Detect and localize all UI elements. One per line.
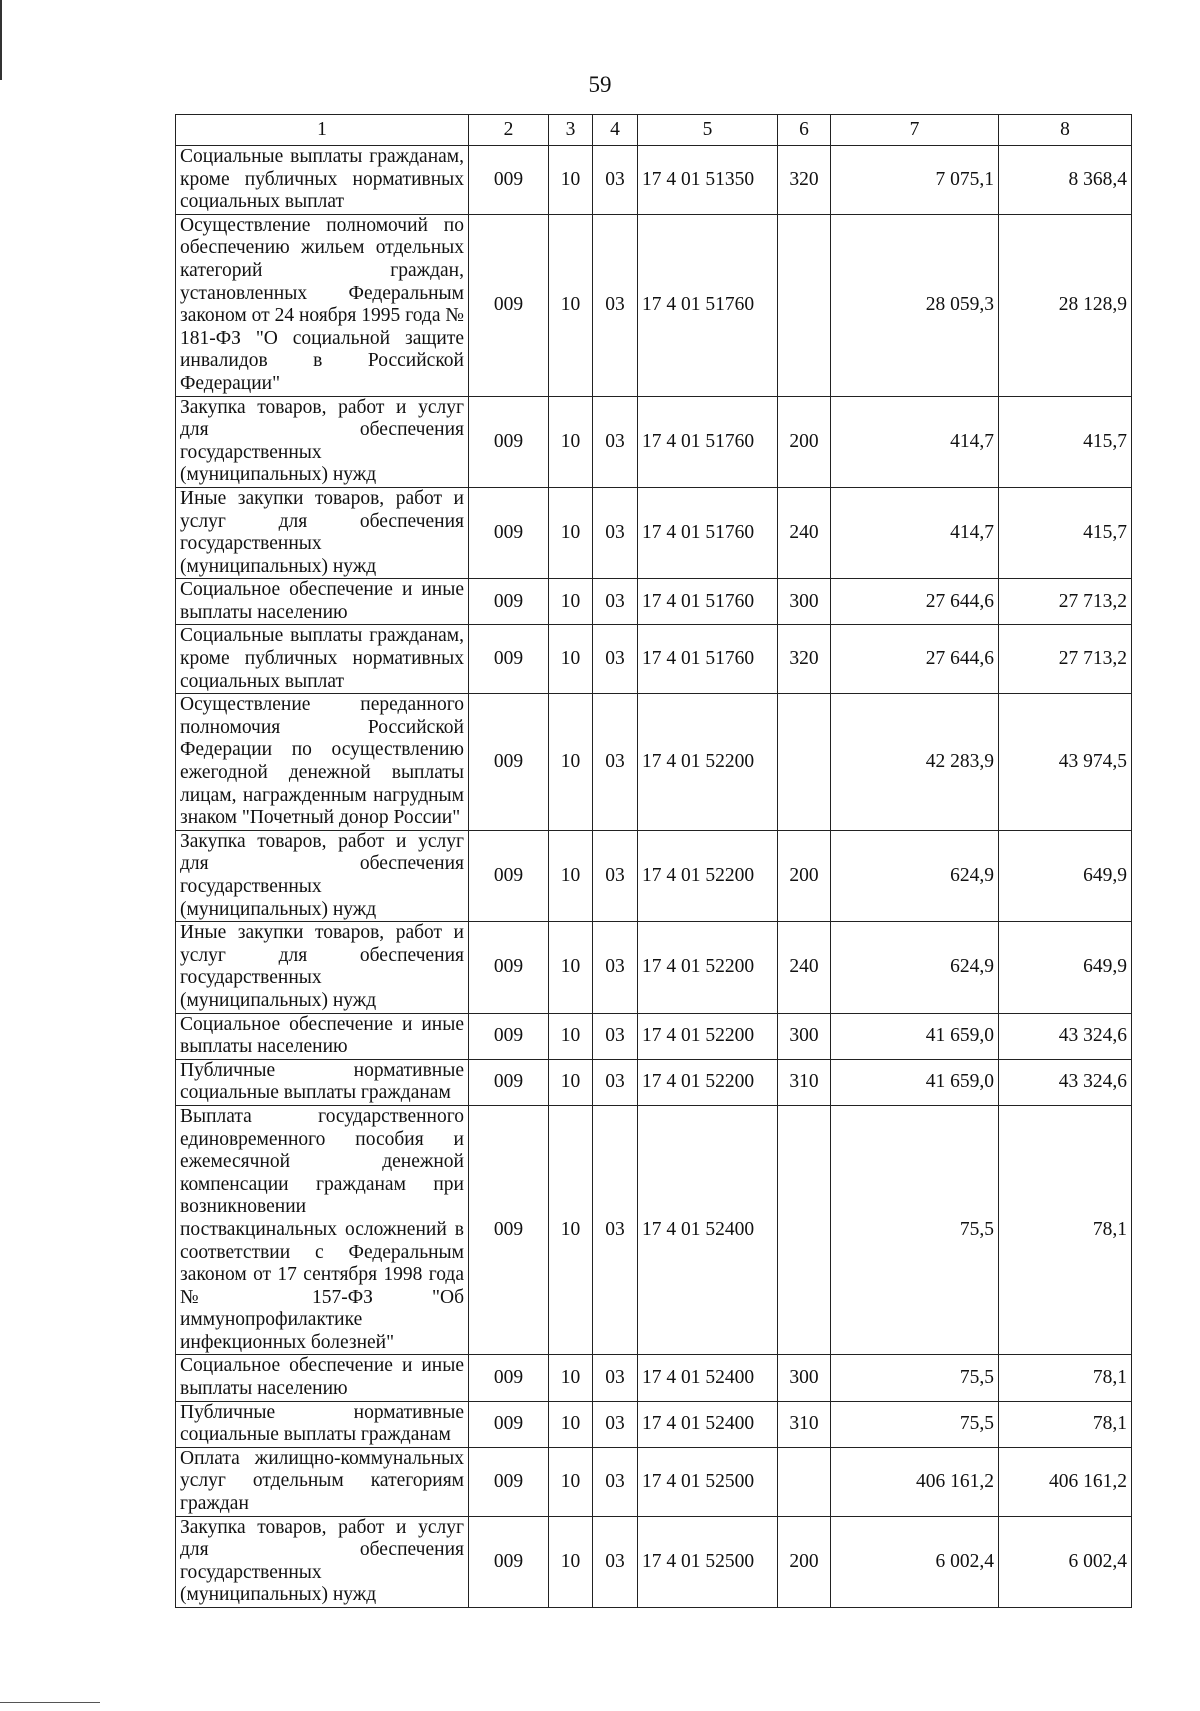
amount-year1-cell: 41 659,0 (831, 1059, 999, 1105)
table-row (176, 830, 1132, 921)
table-row (176, 1516, 1132, 1607)
target-article-cell: 17 4 01 51760 (638, 579, 778, 625)
amount-year2-cell: 649,9 (999, 922, 1132, 1013)
ministry-code-cell: 009 (469, 1059, 549, 1105)
subsection-code-cell: 03 (593, 694, 638, 831)
amount-year1-cell: 6 002,4 (831, 1516, 999, 1607)
expense-type-cell: 300 (778, 579, 831, 625)
target-article-cell: 17 4 01 52200 (638, 922, 778, 1013)
page-number: 59 (588, 72, 612, 97)
amount-year2-cell: 78,1 (999, 1355, 1132, 1401)
amount-year1-cell: 27 644,6 (831, 579, 999, 625)
target-article-cell: 17 4 01 52500 (638, 1447, 778, 1516)
column-header: 5 (638, 115, 778, 146)
target-article-cell: 17 4 01 52200 (638, 830, 778, 921)
subsection-code-cell: 03 (593, 487, 638, 578)
expense-type-cell: 200 (778, 396, 831, 487)
section-code-cell: 10 (549, 1059, 593, 1105)
amount-year2-cell: 415,7 (999, 396, 1132, 487)
section-code-cell: 10 (549, 579, 593, 625)
column-header: 1 (176, 115, 469, 146)
subsection-code-cell: 03 (593, 922, 638, 1013)
column-header: 8 (999, 115, 1132, 146)
row-name-cell: Социальное обеспечение и иные выплаты населению (176, 1013, 469, 1059)
target-article-cell: 17 4 01 52500 (638, 1516, 778, 1607)
budget-table (175, 114, 1132, 1608)
expense-type-cell (778, 1447, 831, 1516)
ministry-code-cell: 009 (469, 1355, 549, 1401)
column-header: 6 (778, 115, 831, 146)
amount-year2-cell: 28 128,9 (999, 214, 1132, 396)
amount-year2-cell: 406 161,2 (999, 1447, 1132, 1516)
expense-type-cell (778, 694, 831, 831)
target-article-cell: 17 4 01 51760 (638, 396, 778, 487)
row-name-cell: Оплата жилищно-коммунальных услуг отдельным категориям граждан (176, 1447, 469, 1516)
row-name-cell: Социальное обеспечение и иные выплаты населению (176, 1355, 469, 1401)
row-name-cell: Социальные выплаты гражданам, кроме публичных нормативных социальных выплат (176, 625, 469, 694)
target-article-cell: 17 4 01 52400 (638, 1105, 778, 1355)
expense-type-cell: 320 (778, 625, 831, 694)
expense-type-cell: 200 (778, 1516, 831, 1607)
amount-year1-cell: 75,5 (831, 1355, 999, 1401)
ministry-code-cell: 009 (469, 396, 549, 487)
column-header: 4 (593, 115, 638, 146)
amount-year1-cell: 624,9 (831, 830, 999, 921)
section-code-cell: 10 (549, 487, 593, 578)
ministry-code-cell: 009 (469, 579, 549, 625)
amount-year2-cell: 6 002,4 (999, 1516, 1132, 1607)
section-code-cell: 10 (549, 396, 593, 487)
row-name-cell: Публичные нормативные социальные выплаты гражданам (176, 1401, 469, 1447)
section-code-cell: 10 (549, 694, 593, 831)
subsection-code-cell: 03 (593, 214, 638, 396)
row-name-cell: Социальные выплаты гражданам, кроме публичных нормативных социальных выплат (176, 146, 469, 215)
header-row (176, 115, 1132, 146)
section-code-cell: 10 (549, 1013, 593, 1059)
target-article-cell: 17 4 01 52400 (638, 1355, 778, 1401)
table-row (176, 694, 1132, 831)
ministry-code-cell: 009 (469, 625, 549, 694)
expense-type-cell: 200 (778, 830, 831, 921)
subsection-code-cell: 03 (593, 1401, 638, 1447)
subsection-code-cell: 03 (593, 830, 638, 921)
subsection-code-cell: 03 (593, 1355, 638, 1401)
section-code-cell: 10 (549, 1516, 593, 1607)
subsection-code-cell: 03 (593, 1059, 638, 1105)
expense-type-cell: 300 (778, 1355, 831, 1401)
amount-year2-cell: 78,1 (999, 1401, 1132, 1447)
expense-type-cell: 300 (778, 1013, 831, 1059)
section-code-cell: 10 (549, 625, 593, 694)
subsection-code-cell: 03 (593, 579, 638, 625)
subsection-code-cell: 03 (593, 1013, 638, 1059)
ministry-code-cell: 009 (469, 830, 549, 921)
table-row (176, 1447, 1132, 1516)
row-name-cell: Иные закупки товаров, работ и услуг для обеспечения государственных (муниципальных) нужд (176, 922, 469, 1013)
ministry-code-cell: 009 (469, 1401, 549, 1447)
subsection-code-cell: 03 (593, 1516, 638, 1607)
ministry-code-cell: 009 (469, 1105, 549, 1355)
ministry-code-cell: 009 (469, 146, 549, 215)
column-header: 7 (831, 115, 999, 146)
table-row (176, 1401, 1132, 1447)
section-code-cell: 10 (549, 1105, 593, 1355)
column-header: 3 (549, 115, 593, 146)
expense-type-cell: 320 (778, 146, 831, 215)
ministry-code-cell: 009 (469, 1013, 549, 1059)
table-row (176, 146, 1132, 215)
amount-year1-cell: 624,9 (831, 922, 999, 1013)
expense-type-cell (778, 214, 831, 396)
ministry-code-cell: 009 (469, 487, 549, 578)
target-article-cell: 17 4 01 51760 (638, 214, 778, 396)
subsection-code-cell: 03 (593, 1447, 638, 1516)
table-row (176, 214, 1132, 396)
amount-year2-cell: 43 324,6 (999, 1013, 1132, 1059)
table-row (176, 396, 1132, 487)
subsection-code-cell: 03 (593, 146, 638, 215)
ministry-code-cell: 009 (469, 694, 549, 831)
amount-year1-cell: 414,7 (831, 487, 999, 578)
amount-year1-cell: 41 659,0 (831, 1013, 999, 1059)
row-name-cell: Иные закупки товаров, работ и услуг для обеспечения государственных (муниципальных) нужд (176, 487, 469, 578)
target-article-cell: 17 4 01 51350 (638, 146, 778, 215)
table-row (176, 1355, 1132, 1401)
row-name-cell: Закупка товаров, работ и услуг для обеспечения государственных (муниципальных) нужд (176, 1516, 469, 1607)
table-body (176, 146, 1132, 1608)
scan-edge-mark (0, 0, 2, 80)
expense-type-cell: 240 (778, 922, 831, 1013)
target-article-cell: 17 4 01 51760 (638, 487, 778, 578)
expense-type-cell (778, 1105, 831, 1355)
subsection-code-cell: 03 (593, 625, 638, 694)
target-article-cell: 17 4 01 52200 (638, 1013, 778, 1059)
table-row (176, 1013, 1132, 1059)
section-code-cell: 10 (549, 922, 593, 1013)
expense-type-cell: 310 (778, 1059, 831, 1105)
section-code-cell: 10 (549, 830, 593, 921)
subsection-code-cell: 03 (593, 396, 638, 487)
scan-edge-mark-bottom (0, 1702, 100, 1703)
column-header: 2 (469, 115, 549, 146)
ministry-code-cell: 009 (469, 922, 549, 1013)
row-name-cell: Закупка товаров, работ и услуг для обеспечения государственных (муниципальных) нужд (176, 830, 469, 921)
subsection-code-cell: 03 (593, 1105, 638, 1355)
row-name-cell: Осуществление полномочий по обеспечению жильем отдельных категорий граждан, установленных Федеральным законом от 24 ноября 1995 года № 181-ФЗ "О социальной защите инвалидов в Российской Федерации" (176, 214, 469, 396)
target-article-cell: 17 4 01 52200 (638, 694, 778, 831)
amount-year2-cell: 78,1 (999, 1105, 1132, 1355)
row-name-cell: Осуществление переданного полномочия Российской Федерации по осуществлению ежегодной денежной выплаты лицам, награжденным нагрудным знаком "Почетный донор России" (176, 694, 469, 831)
section-code-cell: 10 (549, 214, 593, 396)
amount-year1-cell: 75,5 (831, 1401, 999, 1447)
amount-year2-cell: 27 713,2 (999, 625, 1132, 694)
amount-year1-cell: 7 075,1 (831, 146, 999, 215)
ministry-code-cell: 009 (469, 1516, 549, 1607)
amount-year2-cell: 415,7 (999, 487, 1132, 578)
expense-type-cell: 240 (778, 487, 831, 578)
table-row (176, 487, 1132, 578)
ministry-code-cell: 009 (469, 1447, 549, 1516)
row-name-cell: Выплата государственного единовременного пособия и ежемесячной денежной компенсации гражданам при возникновении поствакцинальных осложнений в соответствии с Федеральным законом от 17 сентября 1998 года № 157-ФЗ "Об иммунопрофилактике инфекционных болезней" (176, 1105, 469, 1355)
amount-year2-cell: 27 713,2 (999, 579, 1132, 625)
amount-year1-cell: 414,7 (831, 396, 999, 487)
table-row (176, 579, 1132, 625)
amount-year2-cell: 43 974,5 (999, 694, 1132, 831)
table-row (176, 625, 1132, 694)
ministry-code-cell: 009 (469, 214, 549, 396)
amount-year2-cell: 649,9 (999, 830, 1132, 921)
target-article-cell: 17 4 01 52200 (638, 1059, 778, 1105)
table-row (176, 922, 1132, 1013)
table-row (176, 1059, 1132, 1105)
amount-year1-cell: 27 644,6 (831, 625, 999, 694)
row-name-cell: Закупка товаров, работ и услуг для обеспечения государственных (муниципальных) нужд (176, 396, 469, 487)
row-name-cell: Социальное обеспечение и иные выплаты населению (176, 579, 469, 625)
amount-year1-cell: 406 161,2 (831, 1447, 999, 1516)
amount-year2-cell: 8 368,4 (999, 146, 1132, 215)
amount-year2-cell: 43 324,6 (999, 1059, 1132, 1105)
amount-year1-cell: 28 059,3 (831, 214, 999, 396)
section-code-cell: 10 (549, 1355, 593, 1401)
row-name-cell: Публичные нормативные социальные выплаты гражданам (176, 1059, 469, 1105)
table-row (176, 1105, 1132, 1355)
target-article-cell: 17 4 01 52400 (638, 1401, 778, 1447)
target-article-cell: 17 4 01 51760 (638, 625, 778, 694)
amount-year1-cell: 75,5 (831, 1105, 999, 1355)
section-code-cell: 10 (549, 1401, 593, 1447)
amount-year1-cell: 42 283,9 (831, 694, 999, 831)
section-code-cell: 10 (549, 146, 593, 215)
expense-type-cell: 310 (778, 1401, 831, 1447)
section-code-cell: 10 (549, 1447, 593, 1516)
